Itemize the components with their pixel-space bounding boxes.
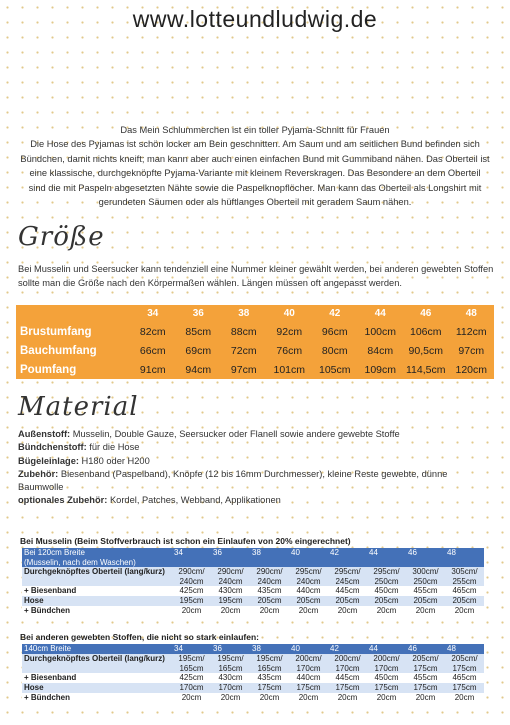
yardage-size-header: 44 — [367, 644, 406, 654]
size-cell: 76cm — [276, 344, 303, 357]
yardage-cell: 175cm — [445, 683, 484, 693]
yardage-size-header: 36 — [211, 644, 250, 654]
size-table-header — [16, 305, 494, 322]
yardage-row-label: Hose — [22, 683, 172, 693]
yardage-cell: 195cm — [211, 596, 250, 606]
size-column-header: 46 — [420, 308, 432, 319]
size-row-label: Brustumfang — [20, 325, 92, 338]
yardage-cell: 175cm — [367, 683, 406, 693]
yardage-musselin-table — [22, 548, 484, 616]
yardage-cell: 20cm — [172, 693, 211, 703]
yardage-cell: 205cm — [289, 596, 328, 606]
yardage-cell: 20cm — [289, 693, 328, 703]
size-cell: 96cm — [321, 325, 348, 338]
yardage-cell: 20cm — [250, 693, 289, 703]
site-url: www.lotteundludwig.de — [132, 6, 378, 32]
size-cell: 94cm — [185, 363, 212, 376]
yardage-row-label: Durchgeknöpftes Oberteil (lang/kurz) — [22, 567, 172, 586]
yardage-size-header: 42 — [328, 548, 367, 567]
material-item-label: optionales Zubehör: — [18, 495, 108, 506]
material-item-label: Außenstoff: — [18, 429, 71, 439]
material-item-text: für die Hose — [86, 442, 140, 453]
size-cell: 114,5cm — [406, 363, 446, 376]
size-cell: 101cm — [273, 363, 305, 376]
yardage-cell: 20cm — [289, 606, 328, 616]
material-item-label: Zubehör: — [18, 468, 59, 479]
yardage-cell: 20cm — [445, 693, 484, 703]
intro-text — [20, 123, 490, 209]
yardage-cell: 205cm/ 175cm — [445, 654, 484, 673]
size-column-header: 38 — [238, 308, 250, 319]
yardage-cell: 20cm — [211, 693, 250, 703]
size-column-header: 44 — [374, 308, 386, 319]
yardage-width-cell — [22, 548, 172, 567]
yardage-cell: 20cm — [250, 606, 289, 616]
yardage-cell: 445cm — [328, 673, 367, 683]
yardage-size-header: 36 — [211, 548, 250, 567]
yardage-cell: 205cm — [445, 596, 484, 606]
yardage-cell: 295cm/ 240cm — [289, 567, 328, 586]
material-item-text: H180 oder H200 — [78, 455, 150, 466]
yardage-size-header: 38 — [250, 548, 289, 567]
yardage-size-header: 48 — [445, 644, 484, 654]
yardage-row — [22, 654, 484, 673]
yardage-size-header: 38 — [250, 644, 289, 654]
yardage-cell: 445cm — [328, 586, 367, 596]
yardage-cell: 455cm — [406, 586, 445, 596]
yardage-cell: 175cm — [406, 683, 445, 693]
yardage-size-header: 46 — [406, 644, 445, 654]
yardage-cell: 435cm — [250, 673, 289, 683]
size-table-row — [16, 341, 494, 360]
yardage-cell: 200cm/ 170cm — [328, 654, 367, 673]
yardage-cell: 195cm/ 165cm — [250, 654, 289, 673]
material-heading: Material — [18, 392, 139, 422]
yardage-cell: 435cm — [250, 586, 289, 596]
yardage-cell: 195cm — [172, 596, 211, 606]
yardage-cell: 20cm — [367, 693, 406, 703]
material-item — [18, 428, 494, 441]
yardage-cell: 200cm/ 170cm — [367, 654, 406, 673]
yardage-row-label: + Bündchen — [22, 606, 172, 616]
yardage-cell: 175cm — [289, 683, 328, 693]
yardage-cell: 450cm — [367, 673, 406, 683]
groesse-note: Bei Musselin und Seersucker kann tendenziell eine Nummer kleiner gewählt werden, bei anderen gewebten Stoffen sollte man die Größe nach den Körpermaßen wählen. Längen müssen oft angepasst werden. — [18, 264, 494, 288]
size-cell: 106cm — [409, 325, 442, 338]
yardage-cell: 195cm/ 165cm — [211, 654, 250, 673]
size-table-row — [16, 360, 494, 379]
size-cell: 97cm — [230, 363, 257, 376]
yardage-cell: 20cm — [328, 693, 367, 703]
yardage-cell: 450cm — [367, 586, 406, 596]
yardage-cell: 455cm — [406, 673, 445, 683]
size-cell: 72cm — [230, 344, 257, 357]
size-column-header: 42 — [329, 308, 341, 319]
yardage-row — [22, 673, 484, 683]
size-table — [16, 305, 494, 379]
size-cell: 88cm — [230, 325, 257, 338]
size-row-label: Bauchumfang — [20, 344, 97, 357]
yardage-cell: 440cm — [289, 586, 328, 596]
yardage-other-table — [22, 644, 484, 703]
material-item-text: Musselin, Double Gauze, Seersucker oder Flanell sowie andere gewebte Stoffe — [70, 429, 400, 439]
yardage-row — [22, 586, 484, 596]
yardage-musselin-title: Bei Musselin (Beim Stoffverbrauch ist schon ein Einlaufen von 20% eingerechnet) — [20, 536, 351, 546]
groesse-heading: Größe — [18, 222, 105, 252]
yardage-cell: 440cm — [289, 673, 328, 683]
yardage-cell: 205cm — [250, 596, 289, 606]
size-cell: 100cm — [364, 325, 396, 338]
size-cell: 66cm — [139, 344, 166, 357]
material-item — [18, 468, 494, 495]
size-column-header: 34 — [147, 308, 159, 319]
yardage-size-header: 46 — [406, 548, 445, 567]
yardage-width-cell — [22, 644, 172, 654]
size-cell: 109cm — [364, 363, 396, 376]
size-table-row — [16, 322, 494, 341]
yardage-cell: 20cm — [328, 606, 367, 616]
yardage-cell: 205cm — [367, 596, 406, 606]
yardage-cell: 20cm — [172, 606, 211, 616]
yardage-row-label: Hose — [22, 596, 172, 606]
yardage-row — [22, 606, 484, 616]
size-cell: 80cm — [321, 344, 348, 357]
yardage-size-header: 40 — [289, 644, 328, 654]
yardage-cell: 295cm/ 245cm — [328, 567, 367, 586]
yardage-cell: 430cm — [211, 586, 250, 596]
yardage-row-label: + Biesenband — [22, 673, 172, 683]
yardage-row-label: + Bündchen — [22, 693, 172, 703]
yardage-cell: 20cm — [211, 606, 250, 616]
size-column-header: 40 — [283, 308, 295, 319]
yardage-cell: 205cm — [328, 596, 367, 606]
yardage-cell: 465cm — [445, 673, 484, 683]
yardage-cell: 170cm — [211, 683, 250, 693]
yardage-row — [22, 693, 484, 703]
yardage-width-label: 140cm Breite — [24, 644, 72, 653]
size-cell: 91cm — [139, 363, 166, 376]
size-row-label: Poumfang — [20, 363, 77, 376]
size-cell: 112cm — [455, 325, 487, 338]
material-item — [18, 455, 494, 468]
material-item — [18, 494, 494, 507]
material-item — [18, 441, 494, 454]
yardage-width-note: (Musselin, nach dem Waschen) — [24, 557, 136, 567]
yardage-other-title: Bei anderen gewebten Stoffen, die nicht so stark einlaufen: — [20, 632, 259, 642]
yardage-cell: 175cm — [328, 683, 367, 693]
yardage-width-label: Bei 120cm Breite — [24, 548, 85, 557]
size-column-header: 48 — [465, 308, 477, 319]
size-cell: 90,5cm — [408, 344, 443, 357]
yardage-cell: 290cm/ 240cm — [211, 567, 250, 586]
yardage-cell: 175cm — [250, 683, 289, 693]
size-cell: 84cm — [367, 344, 394, 357]
yardage-row — [22, 596, 484, 606]
size-cell: 85cm — [185, 325, 212, 338]
yardage-cell: 200cm/ 170cm — [289, 654, 328, 673]
size-cell: 105cm — [318, 363, 351, 376]
material-item-text: Biesenband (Paspelband), Knöpfe (12 bis 16mm Durchmesser), kleine Reste gewebte, dünne Baumwolle — [18, 468, 448, 493]
yardage-cell: 295cm/ 250cm — [367, 567, 406, 586]
size-cell: 69cm — [185, 344, 212, 357]
yardage-row-label: + Biesenband — [22, 586, 172, 596]
intro-line-1: Das Mein Schlummerchen ist ein toller Pyjama-Schnitt für Frauen — [120, 125, 390, 135]
yardage-row — [22, 567, 484, 586]
size-cell: 82cm — [139, 325, 166, 338]
yardage-cell: 20cm — [445, 606, 484, 616]
size-cell: 120cm — [455, 363, 487, 376]
yardage-size-header: 44 — [367, 548, 406, 567]
yardage-cell: 300cm/ 250cm — [406, 567, 445, 586]
yardage-row-label: Durchgeknöpftes Oberteil (lang/kurz) — [22, 654, 172, 673]
yardage-row — [22, 683, 484, 693]
size-cell: 92cm — [276, 325, 303, 338]
yardage-cell: 205cm/ 175cm — [406, 654, 445, 673]
yardage-cell: 20cm — [367, 606, 406, 616]
yardage-size-header: 48 — [445, 548, 484, 567]
material-item-label: Bügeleinlage: — [18, 455, 79, 466]
yardage-size-header: 34 — [172, 548, 211, 567]
yardage-cell: 305cm/ 255cm — [445, 567, 484, 586]
yardage-header-row — [22, 548, 484, 567]
yardage-cell: 290cm/ 240cm — [172, 567, 211, 586]
yardage-cell: 425cm — [172, 586, 211, 596]
yardage-cell: 20cm — [406, 693, 445, 703]
yardage-size-header: 42 — [328, 644, 367, 654]
yardage-cell: 20cm — [406, 606, 445, 616]
yardage-cell: 425cm — [172, 673, 211, 683]
yardage-size-header: 40 — [289, 548, 328, 567]
material-item-label: Bündchenstoff: — [18, 442, 87, 453]
yardage-cell: 430cm — [211, 673, 250, 683]
yardage-cell: 290cm/ 240cm — [250, 567, 289, 586]
yardage-cell: 195cm/ 165cm — [172, 654, 211, 673]
yardage-cell: 205cm — [406, 596, 445, 606]
size-cell: 97cm — [458, 344, 485, 357]
material-item-text: Kordel, Patches, Webband, Applikationen — [107, 495, 281, 506]
yardage-header-row — [22, 644, 484, 654]
intro-paragraph: Die Hose des Pyjamas ist schön locker am Bein geschnitten. Am Saum und am seitlichen Bund befinden sich Bündchen, damit nichts kneift; man kann aber auch einen einfachen Bund mit Gummiband nähen. Das Oberteil ist eine klassische, durchgeknöpfte Pyjama-Variante mit kleinem Reverskragen. Das Besondere an dem Oberteil sind die mit Paspeln abgesetzten Nähte sowie die Paspelknopflöcher. Man kann das Oberteil als Longshirt mit gerundeten Säumen oder als hüftlanges Oberteil mit geradem Saum nähen. — [20, 139, 490, 208]
size-column-header: 36 — [192, 308, 204, 319]
yardage-size-header: 34 — [172, 644, 211, 654]
material-list — [18, 428, 494, 508]
yardage-cell: 170cm — [172, 683, 211, 693]
yardage-cell: 465cm — [445, 586, 484, 596]
